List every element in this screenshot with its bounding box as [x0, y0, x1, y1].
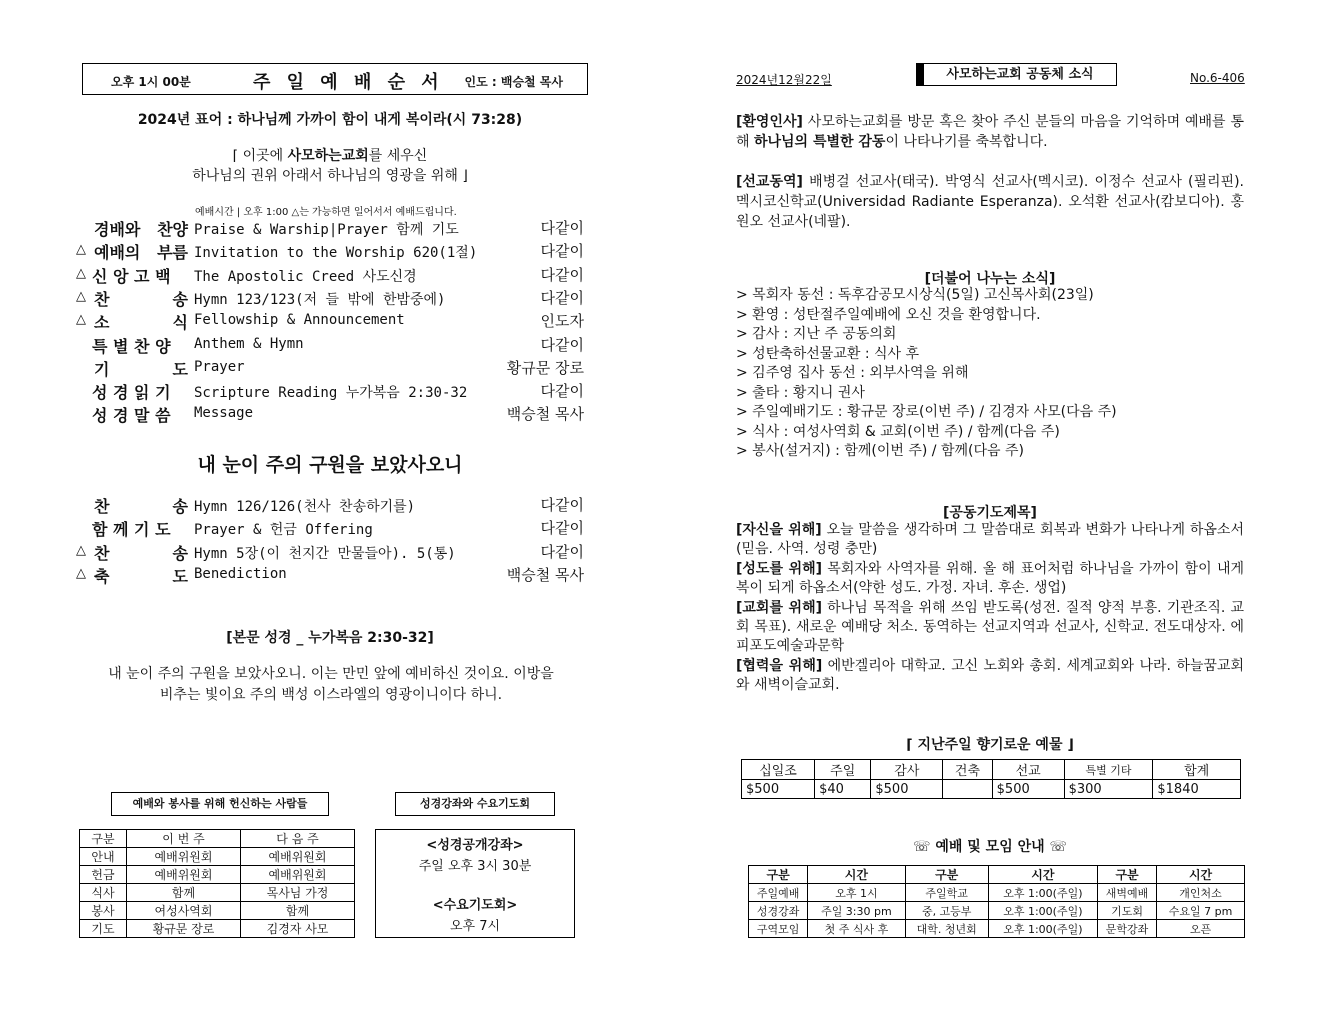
- meeting-cell: 오후 1시: [808, 884, 905, 902]
- news-item: > 봉사(설거지) : 함께(이번 주) / 함께(다음 주): [736, 443, 1024, 459]
- stand-marker: △: [76, 565, 86, 581]
- table-cell: 안내: [80, 848, 127, 866]
- order-title: 성 경 말 씀: [92, 406, 171, 426]
- meeting-cell: 주일예배: [749, 884, 808, 902]
- scripture-line: 내 눈이 주의 구원을 보았사오니. 이는 만민 앞에 예비하신 것이요. 이방을: [108, 666, 554, 682]
- meeting-header: 구분: [749, 866, 808, 884]
- offering-value: [943, 780, 992, 799]
- news-item: > 목회자 동선 : 독후감공모시상식(5일) 고신목사회(23일): [736, 287, 1094, 303]
- order-person: 인도자: [540, 312, 584, 331]
- order-title-part: 송: [172, 289, 188, 309]
- order-row: [76, 357, 586, 379]
- meeting-header-row: [749, 866, 1245, 884]
- order-person: 다같이: [540, 382, 584, 401]
- prayer-label: [자신을 위해]: [736, 522, 822, 538]
- meeting-cell: 주일학교: [905, 884, 988, 902]
- order-title: [94, 240, 188, 263]
- meeting-row: [749, 884, 1245, 902]
- table-cell: 여성사역회: [127, 902, 241, 920]
- order-person: 다같이: [540, 288, 584, 307]
- order-title-part: 경배와: [94, 220, 141, 239]
- church-name: 사모하는교회: [287, 148, 369, 164]
- meeting-cell: 오픈: [1157, 920, 1245, 938]
- order-title-part: 식: [172, 313, 188, 333]
- table-cell: 식사: [80, 884, 127, 902]
- missions-label: [선교동역]: [736, 174, 803, 190]
- table-header-row: [80, 830, 355, 848]
- order-title: [94, 357, 188, 380]
- order-row: [76, 541, 586, 563]
- lecture-title: <성경공개강좌>: [426, 838, 524, 853]
- prayer-label: [교회를 위해]: [736, 599, 822, 616]
- sermon-title: 내 눈이 주의 구원을 보았사오니: [197, 454, 463, 476]
- offering-value: $500: [742, 780, 815, 799]
- prayer-text: 목회자와 사역자를 위해. 올 해 표어처럼 하나님을 가까이 함이 내게 복이 되게 하옵소서(약한 성도. 가정. 자녀. 후손. 생업): [736, 560, 1244, 597]
- stand-marker: △: [76, 542, 86, 558]
- order-person: 다같이: [540, 496, 584, 514]
- scripture-heading: [본문 성경 _ 누가복음 2:30-32]: [226, 630, 434, 646]
- news-item: > 성탄축하선물교환 : 식사 후: [736, 345, 920, 362]
- prayer-heading: [공동기도제목]: [943, 505, 1037, 521]
- stand-marker: △: [76, 242, 86, 258]
- issue-number: No.6-406: [1190, 71, 1245, 85]
- meeting-row: [749, 920, 1245, 938]
- meeting-header: 구분: [905, 866, 988, 884]
- table-cell: 예배위원회: [127, 866, 241, 884]
- order-title: [94, 217, 188, 240]
- worship-order-title: 주 일 예 배 순 서: [253, 72, 444, 93]
- meeting-cell: 주일 3:30 pm: [808, 902, 905, 920]
- order-description: Prayer & 헌금 Offering: [194, 522, 373, 539]
- news-item: > 감사 : 지난 주 공동의회: [736, 326, 897, 342]
- order-title-part: 송: [172, 543, 188, 563]
- scripture-line: 비추는 빛이요 주의 백성 이스라엘의 영광이니이다 하니.: [159, 687, 503, 703]
- missions-paragraph: [736, 172, 1244, 232]
- meeting-cell: 수요일 7 pm: [1157, 902, 1245, 920]
- prayer-item: [736, 560, 1244, 599]
- prayer-item: [736, 599, 1244, 657]
- order-title-part: 기: [94, 359, 110, 379]
- service-time-note: 예배시간 | 오후 1:00 △는 가능하면 일어서서 예배드립니다.: [195, 207, 457, 218]
- bible-study-box: [375, 829, 575, 938]
- order-row: [76, 380, 586, 402]
- table-cell: 봉사: [80, 902, 127, 920]
- order-row: [76, 310, 586, 332]
- news-item: > 주일예배기도 : 황규문 장로(이번 주) / 김경자 사모(다음 주): [736, 404, 1117, 420]
- order-description: Hymn 126/126(천사 찬송하기를): [194, 499, 416, 515]
- offering-header: 건축: [943, 760, 992, 780]
- meeting-header: 시간: [808, 866, 905, 884]
- order-person: 다같이: [540, 519, 584, 538]
- prayer-item: [736, 521, 1244, 560]
- missions-text: 배병걸 선교사(태국). 박영식 선교사(멕시코). 이정수 선교사 (필리핀). 멕시코신학교(Universidad Radiante Esperanza). 오석환 선교사(캄보디아). 홍원오 선교사(네팔).: [736, 174, 1244, 230]
- lecture-time: 주일 오후 3시 30분: [418, 859, 532, 874]
- table-header: 구분: [80, 830, 127, 848]
- news-item: > 환영 : 성탄절주일예배에 오신 것을 환영합니다.: [736, 306, 1041, 323]
- order-person: 다같이: [540, 219, 584, 237]
- offering-header: 특별 기타: [1064, 760, 1153, 780]
- servers-table: [79, 829, 355, 938]
- offering-table: [741, 759, 1241, 799]
- order-title: 신 앙 고 백: [92, 266, 171, 286]
- welcome-text: 사모하는교회를 방문 혹은 찾아 주신 분들의 마음을 기억하며 예배를 통해: [736, 114, 1244, 150]
- bulletin-date: 2024년12월22일: [736, 73, 832, 87]
- church-line1-post: 를 세우신: [368, 148, 428, 164]
- order-title-part: 찬: [94, 543, 110, 563]
- table-row: [80, 920, 355, 938]
- table-row: [80, 884, 355, 902]
- table-cell: 황규문 장로: [127, 920, 241, 938]
- order-title-part: 예배의: [94, 243, 141, 263]
- order-title: 성 경 읽 기: [92, 383, 171, 403]
- order-description: Prayer: [194, 358, 245, 375]
- welcome-paragraph: [736, 112, 1244, 152]
- prayer-text: 에반겔리아 대학교. 고신 노회와 총회. 세계교회와 나라. 하늘꿈교회와 새벽이슬교회.: [736, 657, 1244, 694]
- prayer-list: [736, 521, 1244, 696]
- table-header: 이 번 주: [127, 830, 241, 848]
- stand-marker: △: [76, 288, 86, 304]
- order-description: Invitation to the Worship 620(1절): [194, 245, 478, 262]
- scripture-text: [76, 664, 586, 706]
- year-motto: 2024년 표어 : 하나님께 가까이 함이 내게 복이라(시 73:28): [137, 112, 523, 128]
- order-title: [94, 541, 188, 564]
- order-description: Praise & Warship|Prayer 함께 기도: [194, 222, 459, 238]
- order-person: 다같이: [540, 335, 584, 354]
- order-title-part: 송: [172, 497, 188, 516]
- order-title: 함 께 기 도: [92, 520, 171, 540]
- meeting-cell: 오후 1:00(주일): [988, 884, 1097, 902]
- table-cell: 기도: [80, 920, 127, 938]
- welcome-emphasis: 하나님의 특별한 감동: [753, 134, 886, 150]
- offering-value: $1840: [1153, 780, 1241, 799]
- table-cell: 예배위원회: [127, 848, 241, 866]
- meeting-cell: 개인처소: [1157, 884, 1245, 902]
- offering-value: $500: [871, 780, 943, 799]
- meeting-header: 시간: [988, 866, 1097, 884]
- meeting-cell: 새벽예배: [1097, 884, 1156, 902]
- meeting-heading: ☏ 예배 및 모임 안내 ☏: [912, 839, 1068, 855]
- order-title-part: 소: [94, 313, 110, 333]
- table-cell: 헌금: [80, 866, 127, 884]
- order-row: [76, 564, 586, 586]
- order-description: Message: [194, 405, 254, 422]
- offering-header: 주일: [815, 760, 871, 780]
- order-description: Fellowship & Announcement: [194, 312, 405, 329]
- stand-marker: △: [76, 312, 86, 328]
- order-title: [94, 494, 188, 517]
- prayer-text: 하나님 목적을 위해 쓰임 받도록(성전. 질적 양적 부흥. 기관조직. 교회 목표). 새로운 예배당 처소. 동역하는 선교지역과 선교사, 신학교. 전도대상자. 에피포도예술과문학: [736, 599, 1244, 655]
- meeting-cell: 오후 1:00(주일): [988, 920, 1097, 938]
- news-heading: [더불어 나누는 소식]: [924, 271, 1056, 287]
- church-line1-pre: ⌈ 이곳에: [232, 148, 288, 164]
- order-title: 특 별 찬 양: [92, 336, 171, 356]
- offering-header-row: [742, 760, 1241, 780]
- order-person: 백승철 목사: [506, 405, 584, 424]
- stand-marker: △: [76, 265, 86, 281]
- welcome-text-end: 이 나타나기를 축복합니다.: [885, 134, 1048, 150]
- meeting-cell: 성경강좌: [749, 902, 808, 920]
- bulletin-title: 사모하는교회 공동체 소식: [916, 63, 1117, 86]
- news-list: [736, 286, 1117, 462]
- offering-heading: ⌈ 지난주일 향기로운 예물 ⌋: [906, 737, 1074, 753]
- servers-label: 예배와 봉사를 위해 헌신하는 사람들: [111, 792, 329, 816]
- order-title: [94, 287, 188, 310]
- meeting-cell: 기도회: [1097, 902, 1156, 920]
- order-person: 백승철 목사: [506, 565, 584, 584]
- order-title-part: 찬: [94, 497, 110, 516]
- order-title: [94, 310, 188, 333]
- order-row: [76, 217, 586, 239]
- service-leader: 인도 : 백승철 목사: [464, 75, 563, 89]
- meeting-table: [748, 865, 1245, 938]
- order-person: 다같이: [540, 542, 584, 561]
- meeting-cell: 구역모임: [749, 920, 808, 938]
- offering-value: $40: [815, 780, 871, 799]
- offering-header: 십일조: [742, 760, 815, 780]
- order-description: Hymn 5장(이 천지간 만물들아). 5(통): [194, 545, 456, 562]
- service-time: 오후 1시 00분: [111, 75, 191, 89]
- meeting-cell: 대학. 청년회: [905, 920, 988, 938]
- meeting-header: 시간: [1157, 866, 1245, 884]
- order-row: [76, 240, 586, 262]
- order-person: 황규문 장로: [506, 358, 584, 377]
- church-statement-line2: 하나님의 권위 아래서 하나님의 영광을 위해 ⌋: [192, 168, 468, 184]
- table-cell: 예배위원회: [241, 866, 355, 884]
- order-row: [76, 334, 586, 356]
- table-row: [80, 902, 355, 920]
- order-row: [76, 264, 586, 286]
- offering-header: 감사: [871, 760, 943, 780]
- offering-value: $300: [1064, 780, 1153, 799]
- offering-header: 합계: [1153, 760, 1241, 780]
- meeting-header: 구분: [1097, 866, 1156, 884]
- order-person: 다같이: [540, 242, 584, 261]
- offering-value: $500: [992, 780, 1064, 799]
- order-row: [76, 517, 586, 539]
- meeting-row: [749, 902, 1245, 920]
- welcome-label: [환영인사]: [736, 114, 803, 130]
- order-row: [76, 287, 586, 309]
- order-description: Hymn 123/123(저 들 밖에 한밤중에): [194, 291, 446, 308]
- meeting-cell: 첫 주 식사 후: [808, 920, 905, 938]
- order-description: Benediction: [194, 565, 287, 582]
- meeting-cell: 문학강좌: [1097, 920, 1156, 938]
- offering-header: 선교: [992, 760, 1064, 780]
- order-title-part: 도: [172, 359, 188, 379]
- table-row: [80, 848, 355, 866]
- prayer-label: [성도를 위해]: [736, 560, 823, 577]
- prayer-label: [협력을 위해]: [736, 657, 823, 674]
- table-cell: 김경자 사모: [241, 920, 355, 938]
- table-header: 다 음 주: [241, 830, 355, 848]
- order-title-part: 찬양: [157, 220, 188, 239]
- news-item: > 식사 : 여성사역회 & 교회(이번 주) / 함께(다음 주): [736, 423, 1060, 440]
- order-person: 다같이: [540, 265, 584, 284]
- order-description: Anthem & Hymn: [194, 335, 304, 352]
- offering-values-row: [742, 780, 1241, 799]
- prayer-text: 오늘 말씀을 생각하며 그 말씀대로 회복과 변화가 나타나게 하옵소서(믿음. 사역. 성령 충만): [736, 522, 1244, 558]
- prayer-meeting-title: <수요기도회>: [432, 898, 518, 913]
- news-item: > 출타 : 황지니 권사: [736, 384, 865, 401]
- table-cell: 목사님 가정: [241, 884, 355, 902]
- order-description: The Apostolic Creed 사도신경: [194, 268, 417, 285]
- church-statement-line1: [0, 145, 660, 165]
- order-title-part: 축: [94, 566, 110, 586]
- prayer-meeting-time: 오후 7시: [449, 919, 501, 934]
- order-title-part: 부름: [157, 243, 188, 263]
- order-row: [76, 494, 586, 516]
- table-cell: 함께: [241, 902, 355, 920]
- news-item: > 김주영 집사 동선 : 외부사역을 위해: [736, 365, 969, 381]
- meeting-cell: 중, 고등부: [905, 902, 988, 920]
- worship-order-header: [82, 63, 588, 95]
- meeting-cell: 오후 1:00(주일): [988, 902, 1097, 920]
- order-description: Scripture Reading 누가복음 2:30-32: [194, 385, 468, 402]
- prayer-item: [736, 657, 1244, 696]
- order-title-part: 찬: [94, 289, 110, 309]
- table-cell: 예배위원회: [241, 848, 355, 866]
- order-row: [76, 403, 586, 425]
- order-title: [94, 564, 188, 587]
- table-cell: 함께: [127, 884, 241, 902]
- table-row: [80, 866, 355, 884]
- order-title-part: 도: [172, 566, 188, 586]
- bible-study-label: 성경강좌와 수요기도회: [395, 792, 555, 816]
